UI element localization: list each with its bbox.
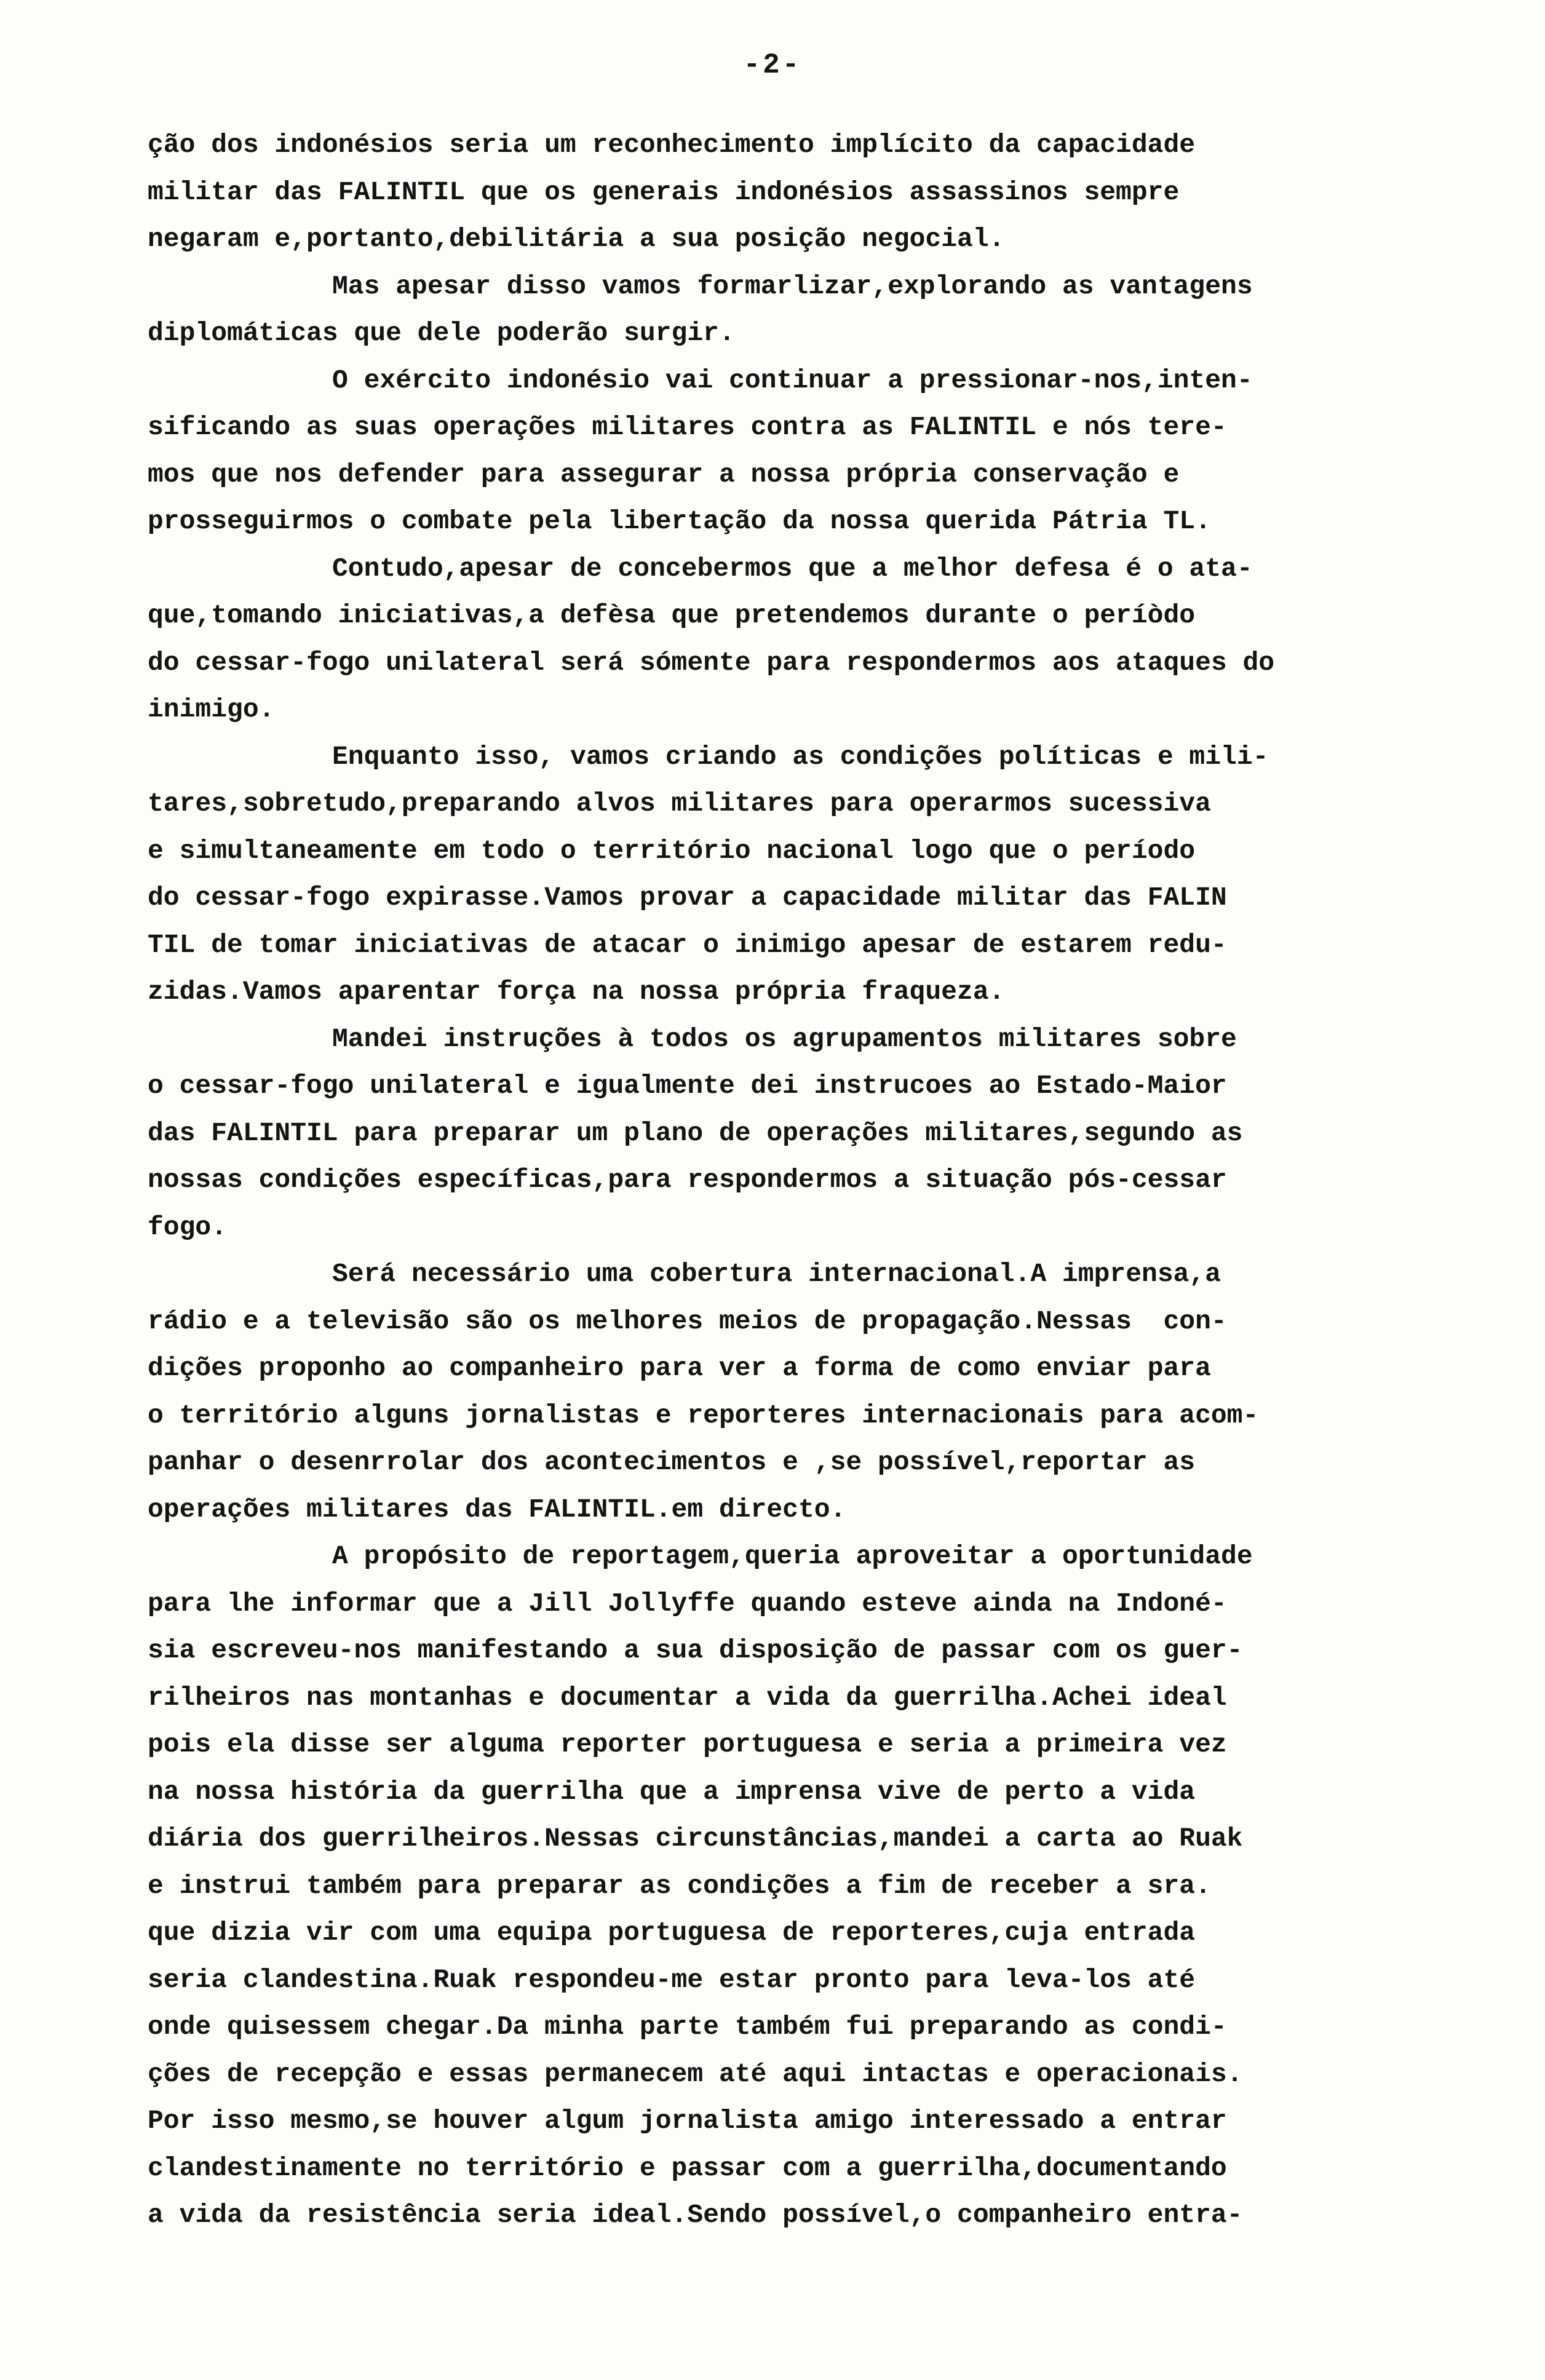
paragraph xyxy=(148,263,1488,357)
text-line: na nossa história da guerrilha que a imprensa vive de perto a vida xyxy=(148,1776,1196,1807)
document-body xyxy=(148,122,1488,2239)
text-line: militar das FALINTIL que os generais indonésios assassinos sempre xyxy=(148,177,1180,207)
text-line: do cessar-fogo expirasse.Vamos provar a capacidade militar das FALIN xyxy=(148,883,1227,913)
text-line: Contudo,apesar de concebermos que a melhor defesa é o ata- xyxy=(332,553,1253,584)
text-line: nossas condições específicas,para respondermos a situação pós-cessar xyxy=(148,1165,1227,1195)
text-line: prosseguirmos o combate pela libertação da nossa querida Pátria TL. xyxy=(148,506,1211,536)
text-line: rádio e a televisão são os melhores meios de propagação.Nessas con- xyxy=(148,1306,1227,1336)
text-line: operações militares das FALINTIL.em directo. xyxy=(148,1494,846,1525)
text-line: onde quisessem chegar.Da minha parte também fui preparando as condi- xyxy=(148,2012,1227,2042)
text-line: pois ela disse ser alguma reporter portuguesa e seria a primeira vez xyxy=(148,1729,1227,1759)
text-line: sificando as suas operações militares contra as FALINTIL e nós tere- xyxy=(148,412,1227,442)
text-line: Enquanto isso, vamos criando as condições políticas e mili- xyxy=(332,741,1269,772)
text-line: Por isso mesmo,se houver algum jornalista amigo interessado a entrar xyxy=(148,2106,1227,2136)
text-line: dições proponho ao companheiro para ver a forma de como enviar para xyxy=(148,1353,1211,1383)
text-line: diplomáticas que dele poderão surgir. xyxy=(148,318,735,348)
text-line: panhar o desenrrolar dos acontecimentos e ,se possível,reportar as xyxy=(148,1447,1196,1477)
text-line: Será necessário uma cobertura internacional.A imprensa,a xyxy=(332,1259,1221,1289)
text-line: zidas.Vamos aparentar força na nossa própria fraqueza. xyxy=(148,977,1005,1007)
page-number: -2- xyxy=(743,49,802,81)
text-line: o território alguns jornalistas e reporteres internacionais para acom- xyxy=(148,1400,1259,1430)
paragraph xyxy=(148,357,1488,545)
paragraph xyxy=(148,1251,1488,1533)
text-line: rilheiros nas montanhas e documentar a vida da guerrilha.Achei ideal xyxy=(148,1682,1227,1713)
paragraph xyxy=(148,122,1488,263)
text-line: fogo. xyxy=(148,1212,228,1242)
text-line: que,tomando iniciativas,a defèsa que pretendemos durante o períòdo xyxy=(148,600,1196,630)
text-line: e instrui também para preparar as condições a fim de receber a sra. xyxy=(148,1870,1211,1901)
paragraph xyxy=(148,1016,1488,1251)
text-line: das FALINTIL para preparar um plano de operações militares,segundo as xyxy=(148,1117,1243,1148)
text-line: O exército indonésio vai continuar a pressionar-nos,inten- xyxy=(332,365,1253,395)
text-line: inimigo. xyxy=(148,694,275,724)
text-line: TIL de tomar iniciativas de atacar o inimigo apesar de estarem redu- xyxy=(148,929,1227,960)
text-line: a vida da resistência seria ideal.Sendo possível,o companheiro entra- xyxy=(148,2200,1243,2230)
text-line: Mas apesar disso vamos formarlizar,explorando as vantagens xyxy=(332,271,1253,301)
text-line: mos que nos defender para assegurar a nossa própria conservação e xyxy=(148,459,1180,490)
text-line: e simultaneamente em todo o território nacional logo que o período xyxy=(148,835,1196,866)
text-line: que dizia vir com uma equipa portuguesa de reporteres,cuja entrada xyxy=(148,1918,1196,1948)
text-line: A propósito de reportagem,queria aproveitar a oportunidade xyxy=(332,1541,1253,1571)
text-line: do cessar-fogo unilateral será sómente para respondermos aos ataques do xyxy=(148,647,1275,678)
text-line: Mandei instruções à todos os agrupamentos militares sobre xyxy=(332,1023,1237,1054)
text-line: o cessar-fogo unilateral e igualmente dei instrucoes ao Estado-Maior xyxy=(148,1071,1227,1101)
text-line: ção dos indonésios seria um reconhecimento implícito da capacidade xyxy=(148,130,1196,160)
text-line: clandestinamente no território e passar com a guerrilha,documentando xyxy=(148,2152,1227,2183)
text-line: ções de recepção e essas permanecem até aqui intactas e operacionais. xyxy=(148,2058,1243,2089)
paragraph xyxy=(148,734,1488,1016)
text-line: tares,sobretudo,preparando alvos militares para operarmos sucessiva xyxy=(148,788,1211,819)
paragraph xyxy=(148,545,1488,734)
paragraph xyxy=(148,1533,1488,2239)
text-line: seria clandestina.Ruak respondeu-me estar pronto para leva-los até xyxy=(148,1964,1196,1995)
text-line: negaram e,portanto,debilitária a sua posição negocial. xyxy=(148,224,1005,254)
text-line: para lhe informar que a Jill Jollyffe quando esteve ainda na Indoné- xyxy=(148,1588,1227,1619)
text-line: diária dos guerrilheiros.Nessas circunstâncias,mandei a carta ao Ruak xyxy=(148,1823,1243,1854)
text-line: sia escreveu-nos manifestando a sua disposição de passar com os guer- xyxy=(148,1635,1243,1665)
